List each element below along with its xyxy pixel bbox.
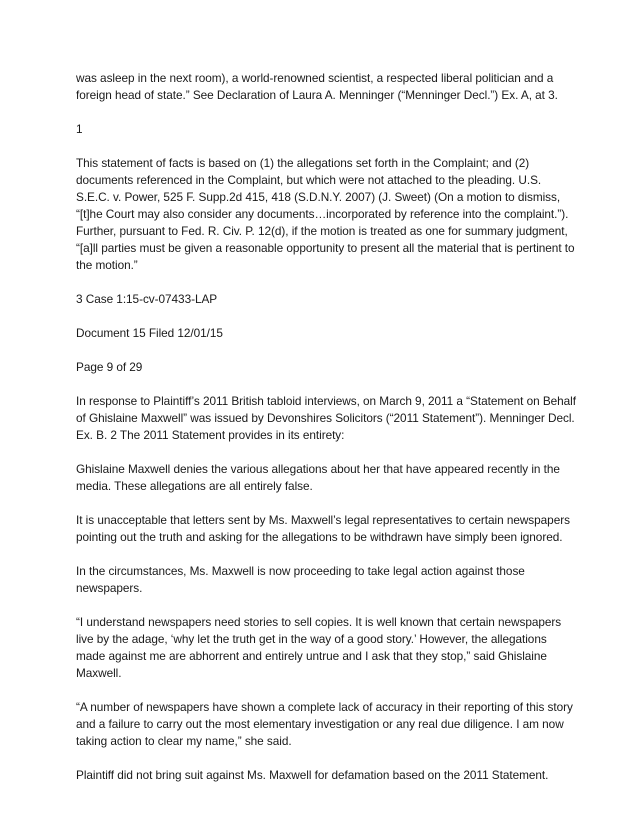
statement-quote-letters: It is unacceptable that letters sent by Ms. Maxwell’s legal representatives to certain newspapers pointing out the truth and asking for the allegations to be withdrawn have simply been ignored. [76, 513, 570, 544]
statement-quote-accuracy: “A number of newspapers have shown a complete lack of accuracy in their reporting of this story and a failure to carry out the most elementary investigation or any real due diligence. I am now taking action to clear my name,” she said. [76, 700, 573, 748]
paragraph-declaration-continuation: was asleep in the next room), a world-renowned scientist, a respected liberal politician and a foreign head of state.” See Declaration of Laura A. Menninger (“Menninger Decl.”) Ex. A, at 3. [76, 71, 558, 102]
footnote-marker-1: 1 [76, 122, 83, 136]
paragraph-no-suit: Plaintiff did not bring suit against Ms. Maxwell for defamation based on the 2011 Statement. [76, 768, 549, 782]
statement-quote-legal-action: In the circumstances, Ms. Maxwell is now proceeding to take legal action against those newspapers. [76, 564, 525, 595]
case-number-header: 3 Case 1:15-cv-07433-LAP [76, 292, 218, 306]
document-page [76, 70, 576, 784]
statement-quote-newspapers: “I understand newspapers need stories to sell copies. It is well known that certain newspapers live by the adage, ‘why let the truth get in the way of a good story.’ However, the allegations made against me are abhorrent and entirely untrue and I ask that they stop,” said Ghislaine Maxwell. [76, 615, 562, 680]
page-number-header: Page 9 of 29 [76, 360, 143, 374]
statement-quote-denial: Ghislaine Maxwell denies the various allegations about her that have appeared recently in the media. These allegations are all entirely false. [76, 462, 560, 493]
paragraph-2011-statement-intro: In response to Plaintiff’s 2011 British tabloid interviews, on March 9, 2011 a “Statement on Behalf of Ghislaine Maxwell” was issued by Devonshires Solicitors (“2011 Statement”). Menninger Decl. Ex. B. 2 The 2011 Statement provides in its entirety: [76, 394, 576, 442]
footnote-statement-of-facts: This statement of facts is based on (1) the allegations set forth in the Complaint; and (2) documents referenced in the Complaint, but which were not attached to the pleading. U.S. S.E.C. v. Power, 525 F. Supp.2d 415, 418 (S.D.N.Y. 2007) (J. Sweet) (On a motion to dismiss, “[t]he Court may also consider any documents…incorporated by reference into the complaint.”). Further, pursuant to Fed. R. Civ. P. 12(d), if the motion is treated as one for summary judgment, “[a]ll parties must be given a reasonable opportunity to present all the material that is pertinent to the motion.” [76, 156, 575, 272]
document-filed-header: Document 15 Filed 12/01/15 [76, 326, 223, 340]
